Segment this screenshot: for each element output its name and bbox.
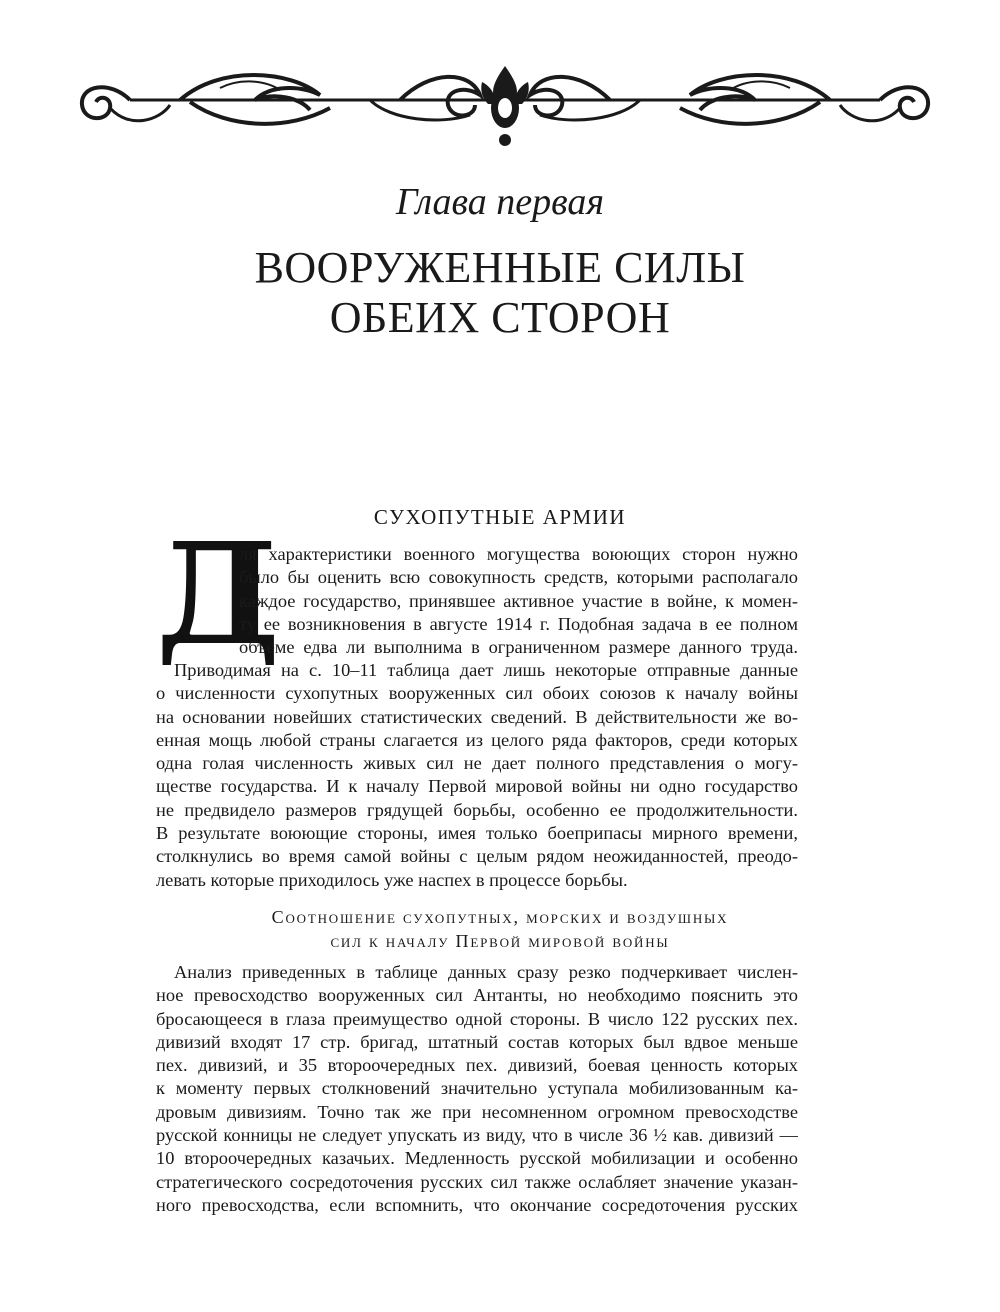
paragraph-3 <box>156 961 798 1217</box>
text-line: ное превосходство вооруженных сил Антанты, но необходимо пояснить это <box>156 985 798 1006</box>
text-line: стратегического сосредоточения русских сил также ослабляет значение указан- <box>156 1171 798 1192</box>
text-line: ля характеристики военного могущества воюющих сторон нужно <box>239 544 798 564</box>
text-line: было бы оценить всю совокупность средств, которыми располагало <box>239 567 798 588</box>
text-line: дивизий входят 17 стр. бригад, штатный состав которых был вдвое меньше <box>156 1031 798 1052</box>
subsection-heading-line-2: сил к началу Первой мировой войны <box>330 931 670 951</box>
text-line: ту ее возникновения в августе 1914 г. Подобная задача в ее полном <box>239 613 798 634</box>
text-line: ного превосходства, если вспомнить, что окончание сосредоточения русских <box>156 1194 798 1215</box>
text-line: не предвидело размеров грядущей борьбы, особенно ее продолжительности. <box>156 799 798 820</box>
text-line: к моменту первых столкновений значительно уступала мобилизованным ка- <box>156 1078 798 1099</box>
drop-cap: Д <box>156 513 281 677</box>
text-line: дровым дивизиям. Точно так же при несомненном огромном превосходстве <box>156 1101 798 1122</box>
subsection-heading <box>0 905 1000 953</box>
text-line: о численности сухопутных вооруженных сил обоих союзов к началу войны <box>156 683 798 704</box>
text-line: русской конницы не следует упускать из виду, что в числе 36 ½ кав. дивизий — <box>156 1125 798 1146</box>
text-line: Приводимая на с. 10–11 таблица дает лишь некоторые отправные данные <box>174 660 798 680</box>
text-line: бросающееся в глаза преимущество одной стороны. В число 122 русских пех. <box>156 1008 798 1029</box>
text-line: на основании новейших статистических сведений. В действительности же во- <box>156 706 798 727</box>
text-line: каждое государство, принявшее активное участие в войне, к момен- <box>239 590 798 611</box>
text-line: ществе государства. И к началу Первой мировой войны ни одно государство <box>156 776 798 797</box>
chapter-label: Глава первая <box>395 181 605 223</box>
text-line: Анализ приведенных в таблице данных сразу резко подчеркивает числен- <box>174 962 798 982</box>
paragraph-2 <box>156 659 798 892</box>
chapter-title-line-1: ВООРУЖЕННЫЕ СИЛЫ <box>254 243 746 292</box>
header-ornament <box>70 60 940 150</box>
text-line: В результате воюющие стороны, имея только боеприпасы мирного времени, <box>156 823 798 844</box>
chapter-title <box>0 243 1000 343</box>
text-line: столкнулись во время самой войны с целым рядом неожиданностей, преодо- <box>156 846 798 867</box>
text-line: 10 второочередных казачьих. Медленность русской мобилизации и особенно <box>156 1148 798 1169</box>
text-line: енная мощь любой страны слагается из целого ряда факторов, среди которых <box>156 729 798 750</box>
text-line: левать которые приходилось уже наспех в процессе борьбы. <box>156 869 628 890</box>
chapter-title-line-2: ОБЕИХ СТОРОН <box>329 293 671 342</box>
text-line: объеме едва ли выполнима в ограниченном размере данного труда. <box>239 637 798 658</box>
subsection-heading-line-1: Соотношение сухопутных, морских и воздушных <box>271 907 729 927</box>
section-heading: СУХОПУТНЫЕ АРМИИ <box>373 505 627 529</box>
text-line: пех. дивизий, и 35 второочередных пех. дивизий, боевая ценность которых <box>156 1055 798 1076</box>
text-line: одна голая численность живых сил не дает полного представления о могу- <box>156 753 798 774</box>
paragraph-1 <box>239 543 798 659</box>
